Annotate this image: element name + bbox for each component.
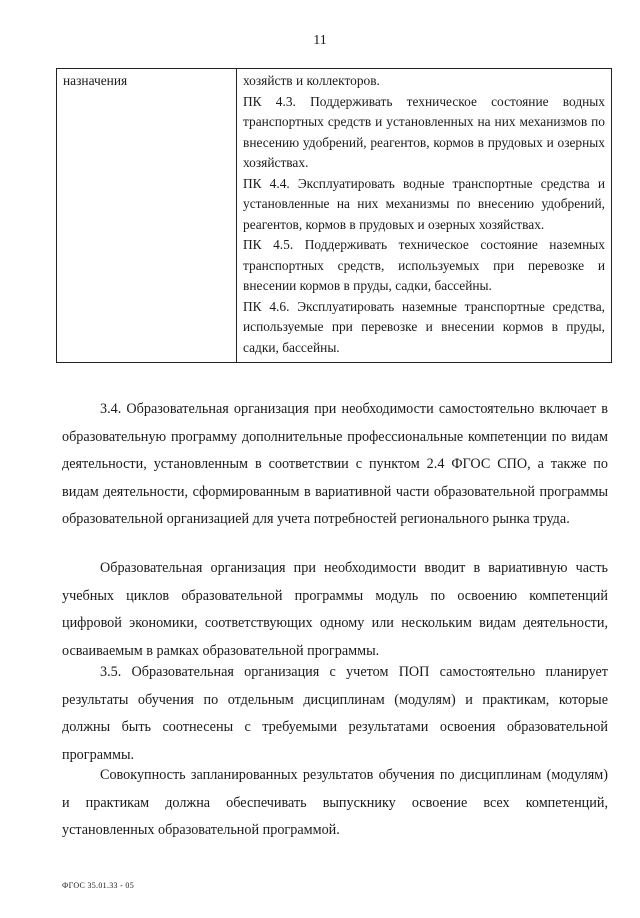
table-row bbox=[57, 69, 612, 363]
page-number: 11 bbox=[313, 33, 327, 48]
paragraph-learning-results: Совокупность запланированных результатов обучения по дисциплинам (модулям) и практикам должна обеспечивать выпускнику освоение всех компетенций, установленных образовательной программой. bbox=[62, 767, 608, 839]
competencies-cell bbox=[237, 69, 612, 363]
paragraph-3-4: 3.4. Образовательная организация при необходимости самостоятельно включает в образовательную программу дополнительные профессиональные компетенции по видам деятельности, установленным в соответствии с пунктом 2.4 ФГОС СПО, а также по видам деятельности, сформированным в вариативной части образовательной программы образовательной организацией для учета потребностей регионального рынка труда. bbox=[62, 401, 608, 528]
paragraph-3-5: 3.5. Образовательная организация с учетом ПОП самостоятельно планирует результаты обучения по отдельным дисциплинам (модулям) и практикам, которые должны быть соотнесены с требуемыми результатами освоения образовательной программы. bbox=[62, 664, 608, 763]
footer-code: ФГОС 35.01.33 - 05 bbox=[62, 881, 135, 890]
activity-text: назначения bbox=[63, 73, 128, 88]
competencies-table bbox=[56, 68, 612, 363]
activity-cell bbox=[57, 69, 237, 363]
paragraph-digital-economy: Образовательная организация при необходимости вводит в вариативную часть учебных циклов образовательной программы модуль по освоению компетенций цифровой экономики, соответствующих одному или нескольким видам деятельности, осваиваемым в рамках образовательной программы. bbox=[62, 560, 608, 659]
competency-pk-4-3: ПК 4.3. Поддерживать техническое состояние водных транспортных средств и установленных на них механизмов по внесению удобрений, реагентов, кормов в прудовых и озерных хозяйствах. bbox=[243, 93, 605, 170]
competency-pk-4-4: ПК 4.4. Эксплуатировать водные транспортные средства и установленные на них механизмы по внесению удобрений, реагентов, кормов в прудовых и озерных хозяйствах. bbox=[243, 175, 605, 232]
competency-line: хозяйств и коллекторов. bbox=[243, 73, 380, 88]
competency-pk-4-5: ПК 4.5. Поддерживать техническое состояние наземных транспортных средств, используемых при перевозке и внесении кормов в пруды, садки, бассейны. bbox=[243, 237, 605, 293]
competency-pk-4-6: ПК 4.6. Эксплуатировать наземные транспортные средства, используемые при перевозке и внесении кормов в пруды, садки, бассейны. bbox=[243, 298, 605, 355]
